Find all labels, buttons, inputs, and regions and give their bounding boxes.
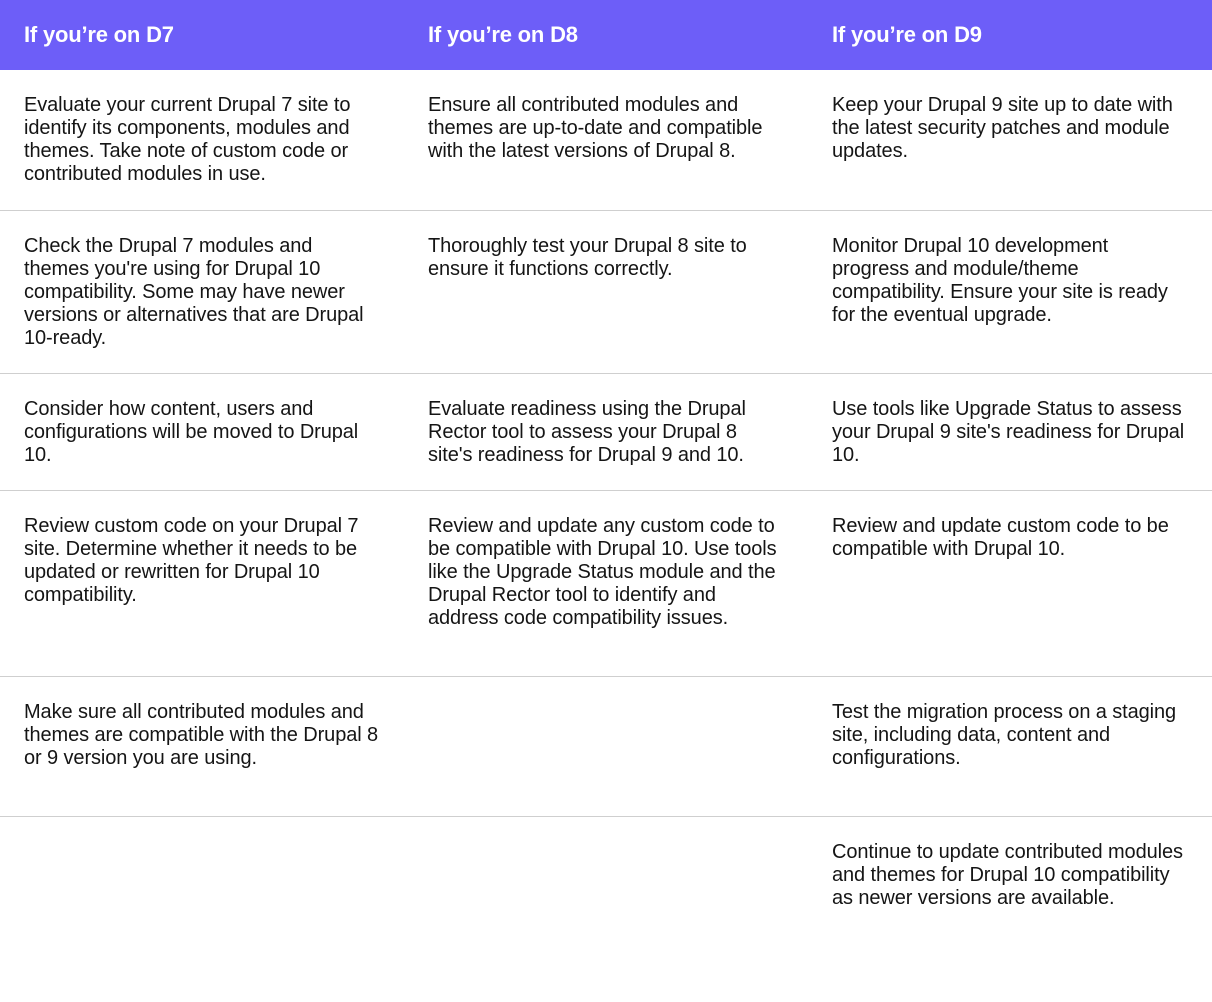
table-header (0, 0, 1212, 70)
cell-d7: Make sure all contributed modules and themes are compatible with the Drupal 8 or 9 version you are using. (24, 701, 379, 769)
cell-d7 (0, 817, 404, 1002)
cell-d9: Use tools like Upgrade Status to assess your Drupal 9 site's readiness for Drupal 10. (832, 398, 1185, 466)
cell-d8: Evaluate readiness using the Drupal Rector tool to assess your Drupal 8 site's readiness for Drupal 9 and 10. (428, 398, 746, 466)
cell-d9: Continue to update contributed modules and themes for Drupal 10 compatibility as newer versions are available. (832, 841, 1183, 909)
cell-d7: Review custom code on your Drupal 7 site. Determine whether it needs to be updated or rewritten for Drupal 10 compatibility. (24, 515, 359, 606)
cell-d9: Monitor Drupal 10 development progress and module/theme compatibility. Ensure your site is ready for the eventual upgrade. (832, 235, 1168, 326)
table-row (0, 677, 1212, 817)
header-d7: If you’re on D7 (24, 22, 174, 47)
cell-d7: Check the Drupal 7 modules and themes you're using for Drupal 10 compatibility. Some may have newer versions or alternatives that are Drupal 10-ready. (24, 235, 364, 349)
cell-d9: Review and update custom code to be compatible with Drupal 10. (832, 515, 1169, 560)
header-d8: If you’re on D8 (428, 22, 578, 47)
cell-d7: Evaluate your current Drupal 7 site to identify its components, modules and themes. Take note of custom code or contributed modules in use. (24, 94, 351, 185)
table-row (0, 491, 1212, 677)
cell-d8: Ensure all contributed modules and themes are up-to-date and compatible with the latest versions of Drupal 8. (428, 94, 763, 162)
table-row (0, 70, 1212, 211)
header-d9: If you’re on D9 (832, 22, 982, 47)
cell-d7: Consider how content, users and configurations will be moved to Drupal 10. (24, 398, 359, 466)
cell-d8 (404, 677, 808, 816)
cell-d8: Review and update any custom code to be compatible with Drupal 10. Use tools like the Upgrade Status module and the Drupal Rector tool to identify and address code compatibility issues. (428, 515, 777, 629)
table-row (0, 374, 1212, 491)
cell-d9: Keep your Drupal 9 site up to date with the latest security patches and module updates. (832, 94, 1173, 162)
table-row (0, 817, 1212, 1002)
cell-d8 (404, 817, 808, 1002)
table-row (0, 211, 1212, 374)
cell-d8: Thoroughly test your Drupal 8 site to ensure it functions correctly. (428, 235, 747, 280)
cell-d9: Test the migration process on a staging site, including data, content and configurations. (832, 701, 1177, 769)
